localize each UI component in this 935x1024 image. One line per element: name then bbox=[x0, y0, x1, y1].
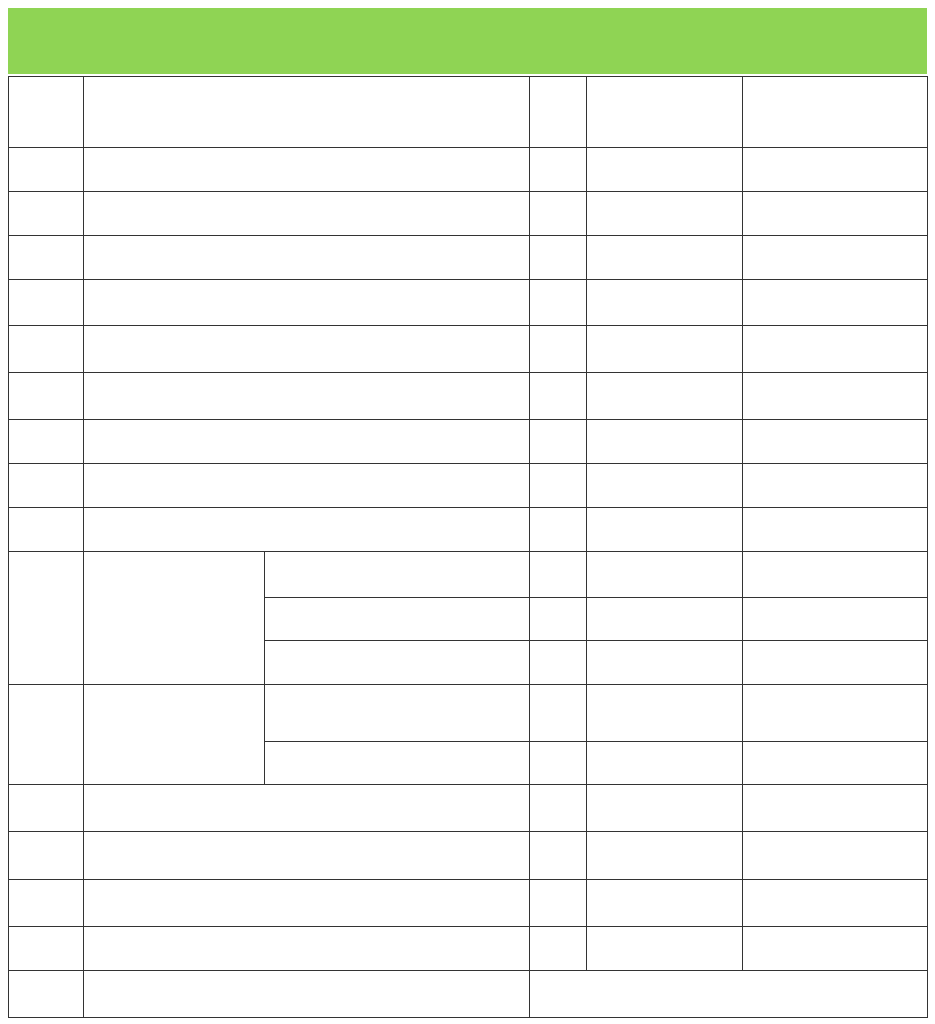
row-vacuum-value bbox=[587, 192, 743, 236]
row-no bbox=[9, 508, 84, 552]
table-row bbox=[9, 420, 928, 464]
table-row bbox=[9, 280, 928, 326]
table-row bbox=[9, 192, 928, 236]
row-vacuum-value bbox=[587, 785, 743, 832]
row-unit bbox=[530, 192, 587, 236]
row-vacuum-value bbox=[587, 927, 743, 971]
header-vacuum-switch bbox=[587, 77, 743, 148]
row-item bbox=[84, 148, 530, 192]
row-no bbox=[9, 685, 84, 785]
row-no bbox=[9, 971, 84, 1018]
row-unit bbox=[530, 641, 587, 685]
standards-value bbox=[530, 971, 928, 1018]
row-unit bbox=[530, 464, 587, 508]
row-item bbox=[84, 508, 530, 552]
row-no bbox=[9, 785, 84, 832]
row-isolation-value bbox=[743, 420, 928, 464]
row-item bbox=[84, 832, 530, 880]
row-no bbox=[9, 832, 84, 880]
row-item bbox=[84, 192, 530, 236]
table-row bbox=[9, 508, 928, 552]
header-isolation-switch bbox=[743, 77, 928, 148]
row-unit bbox=[530, 785, 587, 832]
row-no bbox=[9, 880, 84, 927]
table-row bbox=[9, 464, 928, 508]
table-row bbox=[9, 880, 928, 927]
row-vacuum-value bbox=[587, 236, 743, 280]
row-vacuum-value bbox=[587, 880, 743, 927]
row-vacuum-value bbox=[587, 832, 743, 880]
row-unit bbox=[530, 832, 587, 880]
row-vacuum-value bbox=[587, 280, 743, 326]
row-isolation-value bbox=[743, 685, 928, 742]
table-row bbox=[9, 927, 928, 971]
row-unit bbox=[530, 552, 587, 598]
spec-table bbox=[8, 76, 928, 1018]
row-isolation-value bbox=[743, 742, 928, 785]
row-unit bbox=[530, 420, 587, 464]
row-isolation-value bbox=[743, 552, 928, 598]
row-isolation-value bbox=[743, 192, 928, 236]
row-subitem bbox=[265, 685, 530, 742]
row-isolation-value bbox=[743, 832, 928, 880]
row-isolation-value bbox=[743, 236, 928, 280]
table-row bbox=[9, 971, 928, 1018]
row-vacuum-value bbox=[587, 464, 743, 508]
row-no bbox=[9, 326, 84, 373]
title-banner bbox=[8, 8, 927, 74]
row-subitem bbox=[265, 641, 530, 685]
row-item bbox=[84, 236, 530, 280]
row-item bbox=[84, 552, 265, 685]
row-no bbox=[9, 148, 84, 192]
table-row bbox=[9, 685, 928, 742]
row-vacuum-value bbox=[587, 148, 743, 192]
row-unit bbox=[530, 236, 587, 280]
row-subitem bbox=[265, 742, 530, 785]
row-vacuum-value bbox=[587, 742, 743, 785]
row-item bbox=[84, 785, 530, 832]
header-items bbox=[84, 77, 530, 148]
row-no bbox=[9, 373, 84, 420]
row-unit bbox=[530, 742, 587, 785]
row-vacuum-value bbox=[587, 552, 743, 598]
row-isolation-value bbox=[743, 280, 928, 326]
row-unit bbox=[530, 880, 587, 927]
header-unit bbox=[530, 77, 587, 148]
row-unit bbox=[530, 685, 587, 742]
row-subitem bbox=[265, 552, 530, 598]
row-item bbox=[84, 373, 530, 420]
row-isolation-value bbox=[743, 880, 928, 927]
row-item bbox=[84, 280, 530, 326]
row-isolation-value bbox=[743, 927, 928, 971]
row-isolation-value bbox=[743, 373, 928, 420]
row-vacuum-value bbox=[587, 685, 743, 742]
row-vacuum-value bbox=[587, 373, 743, 420]
table-header-row bbox=[9, 77, 928, 148]
row-unit bbox=[530, 280, 587, 326]
row-unit bbox=[530, 326, 587, 373]
table-row bbox=[9, 148, 928, 192]
row-item bbox=[84, 880, 530, 927]
row-item bbox=[84, 420, 530, 464]
row-isolation-value bbox=[743, 598, 928, 641]
table-row bbox=[9, 785, 928, 832]
row-isolation-value bbox=[743, 641, 928, 685]
row-item bbox=[84, 927, 530, 971]
row-isolation-value bbox=[743, 326, 928, 373]
row-isolation-value bbox=[743, 785, 928, 832]
row-unit bbox=[530, 508, 587, 552]
table-row bbox=[9, 552, 928, 598]
row-vacuum-value bbox=[587, 508, 743, 552]
table-row bbox=[9, 373, 928, 420]
table-row bbox=[9, 326, 928, 373]
row-subitem bbox=[265, 598, 530, 641]
row-no bbox=[9, 552, 84, 685]
table-row bbox=[9, 236, 928, 280]
row-no bbox=[9, 927, 84, 971]
row-item bbox=[84, 464, 530, 508]
row-item bbox=[84, 326, 530, 373]
row-no bbox=[9, 192, 84, 236]
row-item bbox=[84, 971, 530, 1018]
row-no bbox=[9, 236, 84, 280]
row-isolation-value bbox=[743, 464, 928, 508]
row-vacuum-value bbox=[587, 641, 743, 685]
row-unit bbox=[530, 148, 587, 192]
row-no bbox=[9, 280, 84, 326]
row-item bbox=[84, 685, 265, 785]
row-no bbox=[9, 420, 84, 464]
row-vacuum-value bbox=[587, 598, 743, 641]
row-isolation-value bbox=[743, 508, 928, 552]
row-isolation-value bbox=[743, 148, 928, 192]
row-vacuum-value bbox=[587, 326, 743, 373]
row-vacuum-value bbox=[587, 420, 743, 464]
row-unit bbox=[530, 598, 587, 641]
header-series bbox=[9, 77, 84, 148]
row-unit bbox=[530, 373, 587, 420]
table-row bbox=[9, 832, 928, 880]
row-unit bbox=[530, 927, 587, 971]
row-no bbox=[9, 464, 84, 508]
